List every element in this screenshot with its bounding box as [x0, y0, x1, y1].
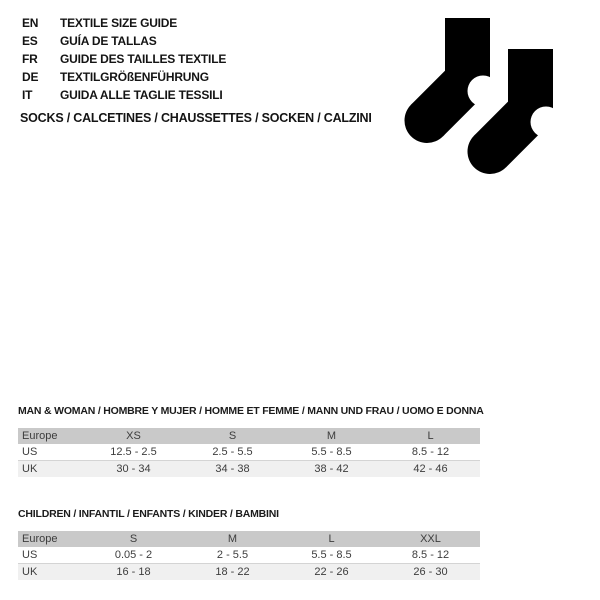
- column-header: M: [326, 430, 337, 442]
- column-header: S: [129, 533, 138, 545]
- size-value: 2.5 - 5.5: [212, 446, 253, 458]
- table-header-row: [18, 428, 480, 444]
- size-value: 38 - 42: [314, 463, 349, 475]
- children-table-title: CHILDREN / INFANTIL / ENFANTS / KINDER / BAMBINI: [18, 508, 279, 520]
- man-woman-table-title: MAN & WOMAN / HOMBRE Y MUJER / HOMME ET FEMME / MANN UND FRAU / UOMO E DONNA: [18, 405, 484, 417]
- region-label: UK: [22, 566, 38, 578]
- table-row: [18, 461, 480, 478]
- language-code: FR: [22, 52, 38, 66]
- size-value: 5.5 - 8.5: [311, 446, 352, 458]
- language-row-fr: [22, 50, 226, 68]
- children-size-table: [18, 531, 480, 580]
- column-header: Europe: [22, 533, 58, 545]
- language-code: DE: [22, 70, 39, 84]
- size-value: 12.5 - 2.5: [110, 446, 157, 458]
- language-code: ES: [22, 34, 38, 48]
- language-label: GUIDA ALLE TAGLIE TESSILI: [60, 88, 223, 102]
- size-value: 8.5 - 12: [411, 446, 450, 458]
- size-value: 2 - 5.5: [216, 549, 249, 561]
- table-header-row: [18, 531, 480, 547]
- size-value: 34 - 38: [215, 463, 250, 475]
- language-label: TEXTILGRÖßENFÜHRUNG: [60, 70, 209, 84]
- size-value: 30 - 34: [116, 463, 151, 475]
- language-label: TEXTILE SIZE GUIDE: [60, 16, 178, 30]
- region-label: UK: [22, 463, 38, 475]
- column-header: M: [227, 533, 238, 545]
- language-code: IT: [22, 88, 33, 102]
- size-value: 26 - 30: [413, 566, 448, 578]
- category-title: SOCKS / CALCETINES / CHAUSSETTES / SOCKEN / CALZINI: [20, 111, 372, 125]
- language-list: [22, 14, 226, 104]
- two-socks-icon: [395, 8, 575, 183]
- table-row: [18, 547, 480, 564]
- column-header: L: [427, 430, 434, 442]
- language-row-it: [22, 86, 226, 104]
- region-label: US: [22, 549, 38, 561]
- sock-left-icon: [405, 18, 499, 143]
- region-label: US: [22, 446, 38, 458]
- size-value: 16 - 18: [116, 566, 151, 578]
- man-woman-size-table: [18, 428, 480, 477]
- size-value: 0.05 - 2: [114, 549, 153, 561]
- language-label: GUIDE DES TAILLES TEXTILE: [60, 52, 227, 66]
- size-value: 18 - 22: [215, 566, 250, 578]
- size-value: 22 - 26: [314, 566, 349, 578]
- language-row-de: [22, 68, 226, 86]
- size-value: 8.5 - 12: [411, 549, 450, 561]
- language-label: GUÍA DE TALLAS: [60, 34, 157, 48]
- language-row-es: [22, 32, 226, 50]
- column-header: S: [228, 430, 237, 442]
- language-code: EN: [22, 16, 39, 30]
- size-value: 5.5 - 8.5: [311, 549, 352, 561]
- table-row: [18, 564, 480, 581]
- column-header: XS: [126, 430, 141, 442]
- language-row-en: [22, 14, 226, 32]
- size-value: 42 - 46: [413, 463, 448, 475]
- column-header: L: [328, 533, 335, 545]
- table-row: [18, 444, 480, 461]
- column-header: XXL: [420, 533, 441, 545]
- column-header: Europe: [22, 430, 58, 442]
